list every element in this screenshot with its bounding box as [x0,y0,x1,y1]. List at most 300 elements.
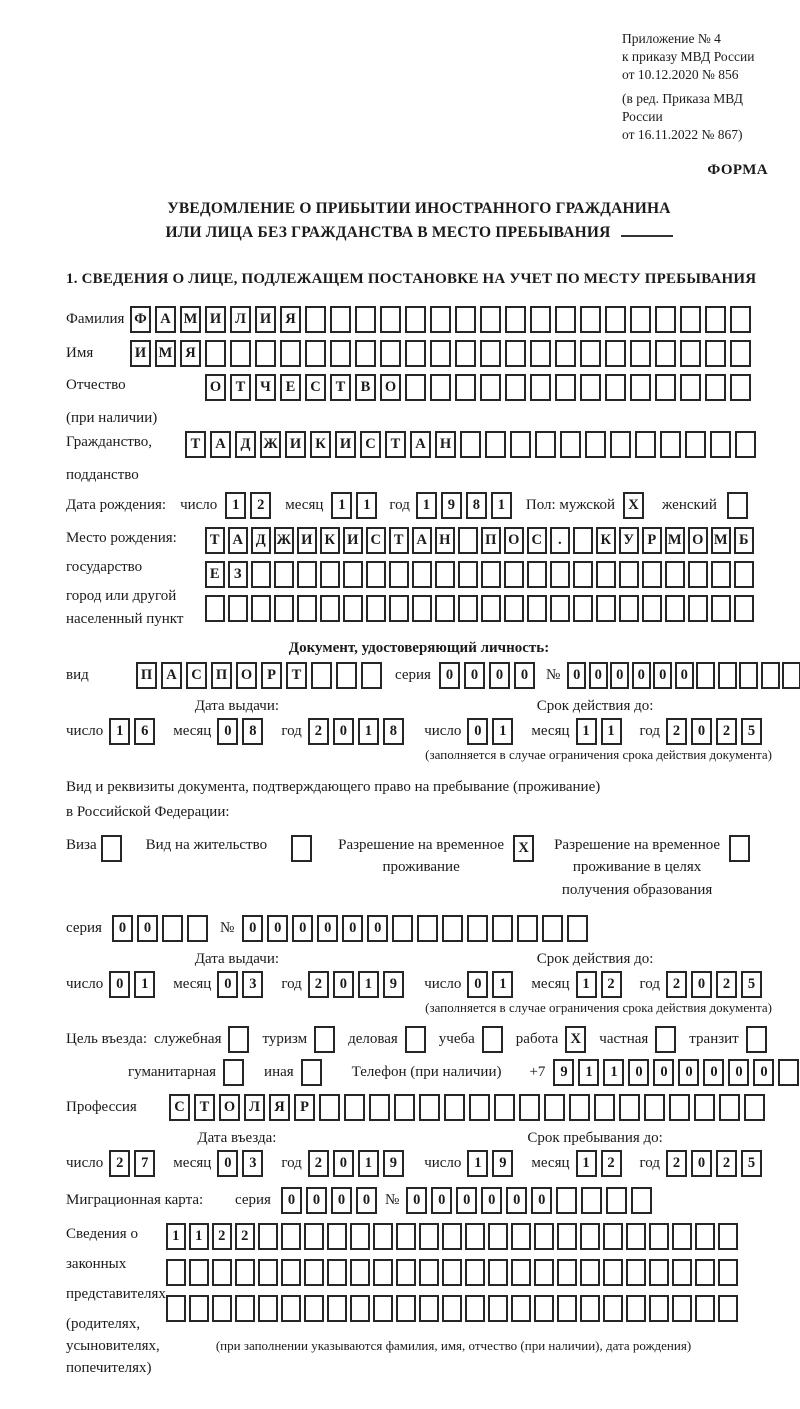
birthplace-row3-cells-cell[interactable] [274,595,294,622]
permit-series-cells-cell[interactable] [162,915,183,942]
purpose-work-checkbox[interactable] [565,1026,590,1053]
representatives-row3-cells-cell[interactable] [672,1295,692,1322]
birthplace-row2-cells-cell[interactable] [527,561,547,588]
representatives-row1-cells-cell[interactable] [327,1223,347,1250]
representatives-row1-cells-cell[interactable] [350,1223,370,1250]
representatives-row3-cells[interactable] [166,1295,741,1322]
middlename-cells-cell[interactable]: Т [330,374,351,401]
passport-issue-year-cells-cell[interactable]: 2 [308,718,329,745]
representatives-row3-cells-cell[interactable] [580,1295,600,1322]
doc-series-cells-cell[interactable]: 0 [514,662,535,689]
passport-issue-month-cells-cell[interactable]: 8 [242,718,263,745]
birthplace-row3-cells-cell[interactable] [389,595,409,622]
lastname-cells-cell[interactable] [455,306,476,333]
representatives-row1-cells-cell[interactable] [465,1223,485,1250]
representatives-row1-cells-cell[interactable] [511,1223,531,1250]
citizenship-cells-cell[interactable] [460,431,481,458]
middlename-cells-cell[interactable] [580,374,601,401]
middlename-cells-cell[interactable] [680,374,701,401]
representatives-row2-cells-cell[interactable] [373,1259,393,1286]
lastname-cells-cell[interactable] [330,306,351,333]
firstname-cells-cell[interactable] [705,340,726,367]
firstname-cells-cell[interactable] [255,340,276,367]
birthplace-row2-cells-cell[interactable] [573,561,593,588]
citizenship-cells-cell[interactable]: И [335,431,356,458]
birthplace-row3-cells-cell[interactable] [665,595,685,622]
purpose-other-checkbox[interactable] [301,1059,326,1086]
representatives-row1-cells-cell[interactable] [672,1223,692,1250]
permit-expiry-day-cells-cell[interactable]: 1 [492,971,513,998]
entry-month-cells[interactable] [217,1150,267,1177]
permit-expiry-year-cells-cell[interactable]: 2 [666,971,687,998]
permit-expiry-day-cells[interactable] [467,971,517,998]
middlename-cells[interactable] [205,374,755,401]
representatives-row2-cells-cell[interactable] [695,1259,715,1286]
birthplace-row3-cells-cell[interactable] [504,595,524,622]
birthplace-row3-cells[interactable] [205,595,757,622]
representatives-row1-cells-cell[interactable] [258,1223,278,1250]
representatives-row2-cells-cell[interactable] [235,1259,255,1286]
profession-cells-cell[interactable] [394,1094,415,1121]
lastname-cells-cell[interactable]: А [155,306,176,333]
doc-type-cells-cell[interactable]: О [236,662,257,689]
mc-number-cells[interactable] [406,1187,656,1214]
birthplace-row1-cells-cell[interactable]: О [688,527,708,554]
birthplace-row1-cells-cell[interactable]: А [228,527,248,554]
permit-issue-year-cells-cell[interactable]: 1 [358,971,379,998]
firstname-cells-cell[interactable] [230,340,251,367]
stay-year-cells-cell[interactable]: 5 [741,1150,762,1177]
doc-number-cells-cell[interactable]: 0 [567,662,586,689]
doc-number-cells[interactable] [567,662,800,689]
birthplace-row2-cells-cell[interactable] [596,561,616,588]
lastname-cells-cell[interactable] [580,306,601,333]
profession-cells-cell[interactable] [644,1094,665,1121]
passport-issue-day-cells[interactable] [109,718,159,745]
birthplace-row1-cells-cell[interactable]: Т [389,527,409,554]
stay-year-cells-cell[interactable]: 0 [691,1150,712,1177]
permit-expiry-year-cells-cell[interactable]: 0 [691,971,712,998]
entry-day-cells[interactable] [109,1150,159,1177]
passport-issue-year-cells-cell[interactable]: 0 [333,718,354,745]
sex-male-checkbox[interactable] [623,492,648,519]
mc-series-cells-cell[interactable]: 0 [281,1187,302,1214]
stay-day-cells-cell[interactable]: 1 [467,1150,488,1177]
representatives-row1-cells-cell[interactable] [442,1223,462,1250]
birthplace-row3-cells-cell[interactable] [550,595,570,622]
doc-type-cells-cell[interactable]: С [186,662,207,689]
doc-type-cells-cell[interactable] [336,662,357,689]
permit-expiry-year-cells-cell[interactable]: 2 [716,971,737,998]
birthplace-row2-cells-cell[interactable] [297,561,317,588]
permit-issue-year-cells[interactable] [308,971,408,998]
mc-number-cells-cell[interactable]: 0 [531,1187,552,1214]
purpose-business-checkbox[interactable] [405,1026,430,1053]
sex-female-checkbox-cell[interactable] [727,492,748,519]
birthplace-row1-cells-cell[interactable]: К [596,527,616,554]
citizenship-cells-cell[interactable] [610,431,631,458]
representatives-row3-cells-cell[interactable] [649,1295,669,1322]
birthplace-row3-cells-cell[interactable] [412,595,432,622]
lastname-cells-cell[interactable] [630,306,651,333]
middlename-cells-cell[interactable]: О [205,374,226,401]
purpose-transit-checkbox-cell[interactable] [746,1026,767,1053]
doc-type-cells-cell[interactable]: А [161,662,182,689]
purpose-humanitarian-checkbox-cell[interactable] [223,1059,244,1086]
birthplace-row1-cells-cell[interactable]: К [320,527,340,554]
middlename-cells-cell[interactable]: С [305,374,326,401]
representatives-row3-cells-cell[interactable] [419,1295,439,1322]
birthplace-row2-cells-cell[interactable] [481,561,501,588]
passport-expiry-month-cells[interactable] [576,718,626,745]
phone-cells-cell[interactable]: 0 [728,1059,749,1086]
representatives-row2-cells-cell[interactable] [649,1259,669,1286]
representatives-row2-cells-cell[interactable] [488,1259,508,1286]
mc-number-cells-cell[interactable] [556,1187,577,1214]
representatives-row2-cells-cell[interactable] [304,1259,324,1286]
profession-cells-cell[interactable] [344,1094,365,1121]
profession-cells-cell[interactable]: С [169,1094,190,1121]
representatives-row2-cells-cell[interactable] [258,1259,278,1286]
citizenship-cells-cell[interactable]: А [210,431,231,458]
representatives-row1-cells-cell[interactable] [281,1223,301,1250]
passport-expiry-day-cells[interactable] [467,718,517,745]
citizenship-cells-cell[interactable] [710,431,731,458]
doc-number-cells-cell[interactable]: 0 [632,662,651,689]
representatives-row3-cells-cell[interactable] [189,1295,209,1322]
representatives-row2-cells-cell[interactable] [327,1259,347,1286]
citizenship-cells-cell[interactable] [635,431,656,458]
profession-cells-cell[interactable] [444,1094,465,1121]
firstname-cells[interactable] [130,340,755,367]
permit-number-cells-cell[interactable]: 0 [292,915,313,942]
representatives-row3-cells-cell[interactable] [488,1295,508,1322]
representatives-row2-cells-cell[interactable] [718,1259,738,1286]
permit-number-cells-cell[interactable]: 0 [342,915,363,942]
doc-series-cells-cell[interactable]: 0 [464,662,485,689]
representatives-row1-cells-cell[interactable] [373,1223,393,1250]
phone-cells-cell[interactable]: 1 [578,1059,599,1086]
visa-checkbox[interactable] [101,835,126,862]
middlename-cells-cell[interactable] [730,374,751,401]
citizenship-cells-cell[interactable]: Ж [260,431,281,458]
permit-series-cells-cell[interactable]: 0 [112,915,133,942]
citizenship-cells-cell[interactable]: С [360,431,381,458]
stay-year-cells-cell[interactable]: 2 [716,1150,737,1177]
stay-day-cells[interactable] [467,1150,517,1177]
doc-number-cells-cell[interactable]: 0 [610,662,629,689]
lastname-cells-cell[interactable] [730,306,751,333]
citizenship-cells-cell[interactable] [685,431,706,458]
citizenship-cells[interactable] [185,431,760,458]
mc-series-cells-cell[interactable]: 0 [356,1187,377,1214]
permit-series-cells[interactable] [112,915,212,942]
representatives-row3-cells-cell[interactable] [442,1295,462,1322]
representatives-row3-cells-cell[interactable] [350,1295,370,1322]
sex-male-checkbox-cell[interactable]: X [623,492,644,519]
doc-type-cells-cell[interactable]: П [136,662,157,689]
birthplace-row1-cells-cell[interactable]: И [343,527,363,554]
entry-year-cells-cell[interactable]: 1 [358,1150,379,1177]
doc-type-cells-cell[interactable] [311,662,332,689]
representatives-row2-cells-cell[interactable] [189,1259,209,1286]
middlename-cells-cell[interactable]: Ч [255,374,276,401]
representatives-row3-cells-cell[interactable] [373,1295,393,1322]
firstname-cells-cell[interactable] [530,340,551,367]
representatives-row1-cells-cell[interactable] [580,1223,600,1250]
citizenship-cells-cell[interactable] [660,431,681,458]
lastname-cells-cell[interactable]: Л [230,306,251,333]
entry-year-cells[interactable] [308,1150,408,1177]
permit-number-cells-cell[interactable] [442,915,463,942]
firstname-cells-cell[interactable] [280,340,301,367]
firstname-cells-cell[interactable] [730,340,751,367]
passport-expiry-month-cells-cell[interactable]: 1 [601,718,622,745]
mc-number-cells-cell[interactable]: 0 [506,1187,527,1214]
profession-cells-cell[interactable]: Л [244,1094,265,1121]
birthplace-row2-cells-cell[interactable] [251,561,271,588]
mc-number-cells-cell[interactable] [606,1187,627,1214]
birthplace-row1-cells-cell[interactable]: Т [205,527,225,554]
representatives-row3-cells-cell[interactable] [212,1295,232,1322]
phone-cells-cell[interactable] [778,1059,799,1086]
lastname-cells-cell[interactable] [355,306,376,333]
stay-month-cells-cell[interactable]: 2 [601,1150,622,1177]
permit-number-cells-cell[interactable] [542,915,563,942]
birthplace-row3-cells-cell[interactable] [320,595,340,622]
middlename-cells-cell[interactable] [480,374,501,401]
representatives-row3-cells-cell[interactable] [465,1295,485,1322]
passport-expiry-year-cells-cell[interactable]: 2 [666,718,687,745]
mc-number-cells-cell[interactable] [631,1187,652,1214]
birthplace-row1-cells-cell[interactable] [458,527,478,554]
birthplace-row1-cells-cell[interactable]: У [619,527,639,554]
mc-number-cells-cell[interactable]: 0 [431,1187,452,1214]
citizenship-cells-cell[interactable]: А [410,431,431,458]
middlename-cells-cell[interactable] [605,374,626,401]
permit-number-cells-cell[interactable]: 0 [317,915,338,942]
permit-number-cells-cell[interactable]: 0 [267,915,288,942]
birth-year-cells-cell[interactable]: 8 [466,492,487,519]
entry-day-cells-cell[interactable]: 7 [134,1150,155,1177]
lastname-cells-cell[interactable] [305,306,326,333]
entry-month-cells-cell[interactable]: 3 [242,1150,263,1177]
stay-year-cells[interactable] [666,1150,766,1177]
permit-expiry-month-cells-cell[interactable]: 1 [576,971,597,998]
firstname-cells-cell[interactable] [355,340,376,367]
profession-cells-cell[interactable] [569,1094,590,1121]
representatives-row2-cells[interactable] [166,1259,741,1286]
doc-number-cells-cell[interactable] [761,662,780,689]
purpose-official-checkbox-cell[interactable] [228,1026,249,1053]
middlename-cells-cell[interactable] [430,374,451,401]
permit-issue-day-cells-cell[interactable]: 0 [109,971,130,998]
firstname-cells-cell[interactable] [630,340,651,367]
phone-cells-cell[interactable]: 0 [653,1059,674,1086]
permit-issue-month-cells-cell[interactable]: 0 [217,971,238,998]
passport-issue-day-cells-cell[interactable]: 6 [134,718,155,745]
firstname-cells-cell[interactable] [655,340,676,367]
firstname-cells-cell[interactable] [305,340,326,367]
citizenship-cells-cell[interactable]: К [310,431,331,458]
doc-number-cells-cell[interactable]: 0 [653,662,672,689]
birthplace-row2-cells-cell[interactable] [343,561,363,588]
citizenship-cells-cell[interactable]: Т [185,431,206,458]
profession-cells-cell[interactable] [669,1094,690,1121]
rvp-checkbox-cell[interactable]: X [513,835,534,862]
phone-cells-cell[interactable]: 0 [753,1059,774,1086]
firstname-cells-cell[interactable] [205,340,226,367]
rvp-education-checkbox[interactable] [729,835,754,862]
phone-cells-cell[interactable]: 1 [603,1059,624,1086]
lastname-cells-cell[interactable] [380,306,401,333]
permit-expiry-year-cells[interactable] [666,971,766,998]
passport-expiry-year-cells-cell[interactable]: 5 [741,718,762,745]
rvp-education-checkbox-cell[interactable] [729,835,750,862]
representatives-row1-cells-cell[interactable] [649,1223,669,1250]
doc-number-cells-cell[interactable] [782,662,800,689]
birth-month-cells[interactable] [331,492,381,519]
middlename-cells-cell[interactable] [505,374,526,401]
lastname-cells-cell[interactable] [480,306,501,333]
representatives-row2-cells-cell[interactable] [534,1259,554,1286]
birthplace-row3-cells-cell[interactable] [228,595,248,622]
doc-type-cells-cell[interactable] [361,662,382,689]
profession-cells-cell[interactable] [469,1094,490,1121]
firstname-cells-cell[interactable] [405,340,426,367]
phone-cells-cell[interactable]: 0 [628,1059,649,1086]
birthplace-row3-cells-cell[interactable] [619,595,639,622]
middlename-cells-cell[interactable] [705,374,726,401]
citizenship-cells-cell[interactable]: И [285,431,306,458]
profession-cells[interactable] [169,1094,769,1121]
passport-expiry-year-cells[interactable] [666,718,766,745]
residence-permit-checkbox-cell[interactable] [291,835,312,862]
stay-month-cells-cell[interactable]: 1 [576,1150,597,1177]
lastname-cells-cell[interactable] [705,306,726,333]
lastname-cells-cell[interactable]: И [255,306,276,333]
permit-number-cells[interactable] [242,915,592,942]
representatives-row1-cells-cell[interactable] [304,1223,324,1250]
permit-expiry-month-cells[interactable] [576,971,626,998]
permit-issue-year-cells-cell[interactable]: 2 [308,971,329,998]
lastname-cells-cell[interactable] [405,306,426,333]
representatives-row3-cells-cell[interactable] [557,1295,577,1322]
birthplace-row3-cells-cell[interactable] [596,595,616,622]
representatives-row1-cells-cell[interactable] [603,1223,623,1250]
birth-day-cells-cell[interactable]: 1 [225,492,246,519]
representatives-row1-cells-cell[interactable]: 1 [189,1223,209,1250]
citizenship-cells-cell[interactable] [485,431,506,458]
birthplace-row3-cells-cell[interactable] [297,595,317,622]
permit-series-cells-cell[interactable]: 0 [137,915,158,942]
permit-issue-day-cells-cell[interactable]: 1 [134,971,155,998]
lastname-cells-cell[interactable] [605,306,626,333]
entry-year-cells-cell[interactable]: 2 [308,1150,329,1177]
representatives-row2-cells-cell[interactable] [580,1259,600,1286]
lastname-cells-cell[interactable]: М [180,306,201,333]
birthplace-row2-cells-cell[interactable] [642,561,662,588]
firstname-cells-cell[interactable]: И [130,340,151,367]
middlename-cells-cell[interactable]: В [355,374,376,401]
mc-number-cells-cell[interactable] [581,1187,602,1214]
doc-series-cells[interactable] [439,662,539,689]
profession-cells-cell[interactable] [694,1094,715,1121]
birthplace-row2-cells-cell[interactable] [366,561,386,588]
birthplace-row1-cells-cell[interactable]: Ж [274,527,294,554]
representatives-row2-cells-cell[interactable] [166,1259,186,1286]
rvp-checkbox[interactable] [513,835,538,862]
lastname-cells-cell[interactable] [530,306,551,333]
firstname-cells-cell[interactable] [330,340,351,367]
representatives-row2-cells-cell[interactable] [419,1259,439,1286]
permit-issue-month-cells[interactable] [217,971,267,998]
representatives-row3-cells-cell[interactable] [534,1295,554,1322]
representatives-row1-cells-cell[interactable] [695,1223,715,1250]
middlename-cells-cell[interactable] [530,374,551,401]
permit-issue-month-cells-cell[interactable]: 3 [242,971,263,998]
firstname-cells-cell[interactable] [605,340,626,367]
birthplace-row1-cells-cell[interactable]: И [297,527,317,554]
entry-year-cells-cell[interactable]: 0 [333,1150,354,1177]
representatives-row3-cells-cell[interactable] [695,1295,715,1322]
firstname-cells-cell[interactable]: М [155,340,176,367]
passport-issue-month-cells-cell[interactable]: 0 [217,718,238,745]
birthplace-row3-cells-cell[interactable] [711,595,731,622]
representatives-row2-cells-cell[interactable] [603,1259,623,1286]
birthplace-row3-cells-cell[interactable] [642,595,662,622]
birth-month-cells-cell[interactable]: 1 [356,492,377,519]
representatives-row3-cells-cell[interactable] [327,1295,347,1322]
mc-number-cells-cell[interactable]: 0 [481,1187,502,1214]
middlename-cells-cell[interactable]: Т [230,374,251,401]
birthplace-row2-cells-cell[interactable]: З [228,561,248,588]
representatives-row3-cells-cell[interactable] [626,1295,646,1322]
profession-cells-cell[interactable]: О [219,1094,240,1121]
profession-cells-cell[interactable] [719,1094,740,1121]
lastname-cells-cell[interactable] [505,306,526,333]
firstname-cells-cell[interactable] [480,340,501,367]
representatives-row3-cells-cell[interactable] [396,1295,416,1322]
middlename-cells-cell[interactable] [555,374,576,401]
passport-expiry-year-cells-cell[interactable]: 2 [716,718,737,745]
profession-cells-cell[interactable] [419,1094,440,1121]
birthplace-row1-cells-cell[interactable]: М [711,527,731,554]
purpose-study-checkbox-cell[interactable] [482,1026,503,1053]
profession-cells-cell[interactable] [319,1094,340,1121]
representatives-row3-cells-cell[interactable] [511,1295,531,1322]
firstname-cells-cell[interactable] [455,340,476,367]
permit-number-cells-cell[interactable] [492,915,513,942]
profession-cells-cell[interactable] [369,1094,390,1121]
birthplace-row2-cells-cell[interactable] [458,561,478,588]
birth-year-cells-cell[interactable]: 9 [441,492,462,519]
doc-type-cells-cell[interactable]: П [211,662,232,689]
birth-year-cells-cell[interactable]: 1 [491,492,512,519]
representatives-row2-cells-cell[interactable] [511,1259,531,1286]
representatives-row1-cells-cell[interactable] [488,1223,508,1250]
representatives-row2-cells-cell[interactable] [350,1259,370,1286]
birthplace-row1-cells-cell[interactable]: Р [642,527,662,554]
purpose-tourism-checkbox[interactable] [314,1026,339,1053]
representatives-row2-cells-cell[interactable] [396,1259,416,1286]
firstname-cells-cell[interactable] [505,340,526,367]
birthplace-row2-cells-cell[interactable] [435,561,455,588]
citizenship-cells-cell[interactable]: Т [385,431,406,458]
profession-cells-cell[interactable] [494,1094,515,1121]
birthplace-row1-cells-cell[interactable]: П [481,527,501,554]
permit-number-cells-cell[interactable] [417,915,438,942]
